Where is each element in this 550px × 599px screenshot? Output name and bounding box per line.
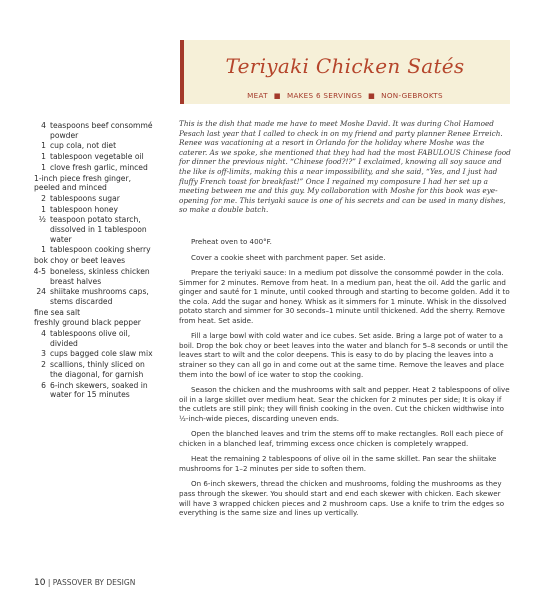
ingredient-text: tablespoons olive oil, divided [50,329,131,348]
direction-paragraph: Prepare the teriyaki sauce: In a medium pot dissolve the consommé powder in the cola. Simmer for 2 minutes. Remove from heat. In a medium pan, heat the oil. Add the garlic and ginger and sauté for 1 minute, until cooked through and starting to become golden. Add it to the cola. Add the sugar and honey. Whisk as it simmers for 1 minute. Whisk in the dissolved potato starch and simmer for 30 seconds–1 minute until thickened. Add the sherry. Remove from heat. Set aside. [179,268,510,325]
ingredient-item [34,308,154,318]
ingredient-item [34,267,154,286]
ingredient-item [34,245,154,255]
ingredient-text: cup cola, not diet [50,141,117,151]
ingredient-text: cups bagged cole slaw mix [50,349,153,359]
book-title: PASSOVER BY DESIGN [52,578,136,587]
ingredient-item [34,205,154,215]
tag-separator: ■ [368,91,376,100]
ingredient-text: teaspoon potato starch, dissolved in 1 tablespoon water [50,215,147,244]
recipe-title: Teriyaki Chicken Satés [225,54,465,78]
ingredient-text: teaspoons beef consommé powder [50,121,153,140]
ingredient-item [34,329,154,348]
direction-paragraph: Heat the remaining 2 tablespoons of olive oil in the same skillet. Pan sear the shiitake mushrooms for 1–2 minutes per side to soften them. [179,454,497,473]
page-footer [34,578,135,588]
ingredient-item [34,152,154,162]
tag-separator: ■ [273,91,281,100]
ingredient-text: freshly ground black pepper [34,318,141,328]
ingredient-item [34,318,154,328]
ingredient-quantity: 6 [41,380,46,390]
ingredient-quantity: 1 [41,245,46,255]
page-number: 10 [34,578,46,588]
direction-paragraph: Fill a large bowl with cold water and ice cubes. Set aside. Bring a large pot of water to a boil. Drop the bok choy or beet leaves into the water and blanch for 5–8 seconds or until the leaves start to wilt and the color deepens. This is easy to do by placing the leaves into a strainer so they can all go in and come out at the same time. Remove the leaves and place them into the bowl of ice water to stop the cooking. [179,331,508,379]
ingredient-text: fine sea salt [34,307,81,317]
ingredient-item [34,174,154,193]
ingredient-quantity: 3 [41,349,46,359]
ingredient-quantity: 1 [41,141,46,151]
ingredient-text: tablespoon vegetable oil [50,152,144,162]
ingredient-quantity: 4-5 [33,266,46,276]
tag-type: NON-GEBROKTS [381,91,443,100]
ingredient-item [34,163,154,173]
ingredient-quantity: 1 [41,152,46,162]
ingredient-text: clove fresh garlic, minced [50,162,148,172]
ingredient-item [34,215,154,244]
direction-paragraph: Season the chicken and the mushrooms with salt and pepper. Heat 2 tablespoons of olive oil in a large skillet over medium heat. Sear the chicken for 2 minutes per side; It is okay if the cutlets are still pink; they will finish cooking in the oven. Cut the chicken widthwise into ½-inch-wide pieces, discarding uneven ends. [179,385,510,423]
ingredient-list [34,121,154,401]
ingredient-quantity: 2 [41,193,46,203]
footer-separator: | [47,578,51,587]
ingredient-item [34,121,154,140]
tag-servings: MAKES 6 SERVINGS [286,91,363,100]
ingredient-text: tablespoon honey [50,204,118,214]
ingredient-text: 6-inch skewers, soaked in water for 15 minutes [50,380,148,400]
ingredient-item [34,194,154,204]
ingredient-text: tablespoons sugar [50,193,120,203]
ingredient-quantity: 1 [41,204,46,214]
ingredient-text: shiitake mushrooms caps, stems discarded [50,287,149,306]
ingredient-text: tablespoon cooking sherry [50,245,151,255]
ingredient-text: scallions, thinly sliced on the diagonal, for garnish [50,360,145,379]
ingredient-quantity: 4 [41,121,46,130]
ingredient-quantity: 24 [36,287,46,297]
ingredient-quantity: 4 [41,329,46,339]
ingredient-quantity: ½ [38,215,46,225]
ingredient-item [34,287,154,306]
ingredient-text: boneless, skinless chicken breast halves [50,266,150,286]
direction-paragraph: Cover a cookie sheet with parchment paper. Set aside. [191,252,386,262]
direction-paragraph: Preheat oven to 400°F. [191,237,272,246]
tag-category: MEAT [247,91,268,100]
headnote: This is the dish that made me have to meet Moshe David. It was during Chol Hamoed Pesach last year that I called to check in on my friend and party planner Renee Erreich. Renee was vacationing at a resort in Orlando for the holiday where Moshe was the caterer. As we spoke, she mentioned that they had had the most FABULOUS Chinese food for dinner the previous night. “Chinese food?!?” I exclaimed, knowing all soy sauce and the like is off-limits, making this a near impossibility, and she said, “Yes, and I just had fluffy French toast for breakfast!” Once I regained my composure I had her set up a meeting between me and this guy. My collaboration with Moshe for this book was eye-opening for me. This teriyaki sauce is one of his secrets and can be used in many dishes, so make a double batch. [179,119,511,215]
ingredient-item [34,349,154,359]
ingredient-text: 1-inch piece fresh ginger, peeled and minced [34,173,132,193]
ingredient-text: bok choy or beet leaves [34,256,126,266]
ingredient-item [34,141,154,151]
ingredient-item [34,381,154,400]
ingredient-item [34,360,154,379]
direction-paragraph: Open the blanched leaves and trim the stems off to make rectangles. Roll each piece of chicken in a blanched leaf, trimming excess once chicken is completely wrapped. [179,429,504,448]
recipe-directions [179,237,512,524]
ingredient-quantity: 2 [41,360,46,370]
ingredient-item [34,256,154,266]
direction-paragraph: On 6-inch skewers, thread the chicken and mushrooms, folding the mushrooms as they pass through the skewer. You should start and end each skewer with chicken. Each skewer will have 3 wrapped chicken pieces and 2 mushroom caps. Use a knife to trim the edges so everything is the same size and lines up vertically. [179,479,505,518]
recipe-tagline [180,91,510,100]
ingredient-quantity: 1 [41,162,46,172]
